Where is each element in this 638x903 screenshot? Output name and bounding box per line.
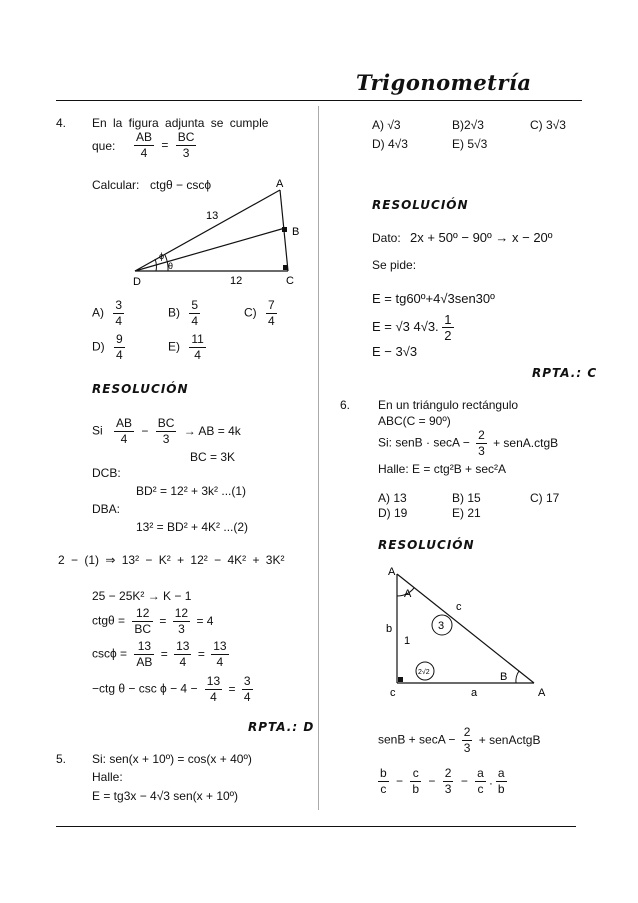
fig6-label-A-top: A — [388, 566, 396, 578]
option-a: A) $\frac{3}{4}$ — [92, 298, 123, 328]
problem-5-given: Si: sen(x + 10º) = cos(x + 40º) — [92, 752, 252, 766]
problem-4-given: $\frac{AB}{4}$ = $\frac{BC}{3}$ — [136, 130, 195, 160]
res4-ratio: Si $\frac{AB}{4}$ − $\frac{BC}{3}$ → AB = 4k — [92, 416, 241, 446]
p6-option-c: C) 17 — [530, 491, 560, 505]
footer-rule — [56, 826, 576, 827]
problem-4-calc-expr: ctgθ − cscϕ — [150, 178, 212, 192]
problem-6-line1: En un triángulo rectángulo — [378, 398, 519, 412]
res6-eq2: $\frac{b}{c}$ − $\frac{c}{b}$ − $\frac{2}{3}$ − $\frac{a}{c}$ . $\frac{a}{b}$ — [380, 766, 505, 796]
fig6-label-c-bottom: c — [390, 687, 396, 699]
problem-6-line2: ABC(C = 90º) — [378, 414, 451, 428]
problem-5-halle: Halle: — [92, 770, 123, 784]
res5-dato-label: Dato: — [372, 231, 401, 245]
fig6-label-three: 3 — [438, 620, 445, 632]
res4-k: 25 − 25K² → K − 1 — [92, 589, 192, 603]
res5-dato: 2x + 50º − 90º → x − 20º — [410, 230, 553, 245]
label-D: D — [133, 276, 141, 288]
header-rule — [56, 100, 582, 101]
res4-csc: cscϕ = $\frac{13}{AB}$ = $\frac{13}{4}$ = $\frac{13}{4}$ — [92, 639, 227, 669]
fig6-label-one: 1 — [404, 635, 411, 647]
res5-e1: E = tg60º+4√3sen30º — [372, 291, 495, 306]
label-A: A — [276, 178, 284, 190]
res5-sepide: Se pide: — [372, 258, 417, 272]
option-d: D) $\frac{9}{4}$ — [92, 332, 123, 362]
res5-e3: E − 3√3 — [372, 344, 418, 359]
p6-option-b: B) 15 — [452, 491, 481, 505]
res4-combination: 2 − (1) ⇒ 13² − K² + 12² − 4K² + 3K² — [58, 553, 285, 567]
problem-4-que: que: — [92, 139, 116, 153]
problem-4-number: 4. — [56, 116, 67, 130]
fig6-label-r2: 2√2 — [418, 669, 430, 676]
label-C: C — [286, 275, 294, 287]
resolution-title-4: RESOLUCIÓN — [92, 382, 189, 396]
option-b: B) $\frac{5}{4}$ — [168, 298, 199, 328]
answer-4: RPTA.: D — [248, 720, 315, 734]
p6-option-d: D) 19 — [378, 506, 408, 520]
fig6-label-a: a — [471, 687, 478, 699]
fig6-label-b: b — [386, 623, 393, 635]
p6-option-e: E) 21 — [452, 506, 481, 520]
problem-4-text: En la figura adjunta se cumple — [92, 116, 269, 130]
res4-final: −ctg θ − csc ϕ − 4 − $\frac{13}{4}$ = $\frac{3}{4}$ — [92, 674, 251, 704]
p6-option-a: A) 13 — [378, 491, 407, 505]
page-title: Trigonometría — [356, 70, 532, 95]
fig6-label-c-hyp: c — [456, 601, 462, 613]
res5-e2: E = √3 4√3. $\frac{1}{2}$ — [372, 312, 452, 343]
option-c: C) $\frac{7}{4}$ — [244, 298, 275, 328]
triangle-figure-4 — [128, 178, 308, 288]
p5-option-c: C) 3√3 — [530, 118, 566, 132]
res4-dcb-label: DCB: — [92, 466, 121, 480]
res4-dba-eq: 13² = BD² + 4K² ...(2) — [136, 520, 249, 534]
problem-5-number: 5. — [56, 752, 67, 766]
column-divider — [318, 106, 319, 810]
p5-option-a: A) √3 — [372, 118, 401, 132]
option-e: E) $\frac{11}{4}$ — [168, 332, 204, 362]
fig6-label-A-inner: A — [404, 588, 412, 600]
resolution-title-6: RESOLUCIÓN — [378, 538, 475, 552]
problem-6-number: 6. — [340, 398, 351, 412]
triangle-figure-6 — [382, 562, 562, 707]
res4-bc: BC = 3K — [190, 450, 236, 464]
label-13: 13 — [206, 210, 219, 222]
fig6-label-A-right: A — [538, 687, 546, 699]
label-B: B — [292, 226, 300, 238]
label-phi: ϕ — [159, 251, 165, 261]
problem-4-calcular: Calcular: — [92, 178, 140, 192]
fig6-label-B: B — [500, 671, 508, 683]
p5-option-d: D) 4√3 — [372, 137, 408, 151]
problem-6-halle: Halle: E = ctg²B + sec²A — [378, 462, 507, 476]
label-12: 12 — [230, 275, 243, 287]
label-theta: θ — [168, 261, 174, 271]
p5-option-b: B)2√3 — [452, 118, 484, 132]
resolution-title-5: RESOLUCIÓN — [372, 198, 469, 212]
p5-option-e: E) 5√3 — [452, 137, 488, 151]
res4-ctg: ctgθ = $\frac{12}{BC}$ = $\frac{12}{3}$ = 4 — [92, 606, 214, 636]
problem-6-given: Si: senB · secA − $\frac{2}{3}$ + senA.ctgB — [378, 428, 559, 458]
res4-dcb-eq: BD² = 12² + 3k² ...(1) — [136, 484, 247, 498]
res4-dba-label: DBA: — [92, 502, 121, 516]
answer-5: RPTA.: C — [532, 366, 598, 380]
res6-eq1: senB + secA − $\frac{2}{3}$ + senActgB — [378, 725, 541, 755]
problem-5-expr: E = tg3x − 4√3 sen(x + 10º) — [92, 789, 239, 803]
